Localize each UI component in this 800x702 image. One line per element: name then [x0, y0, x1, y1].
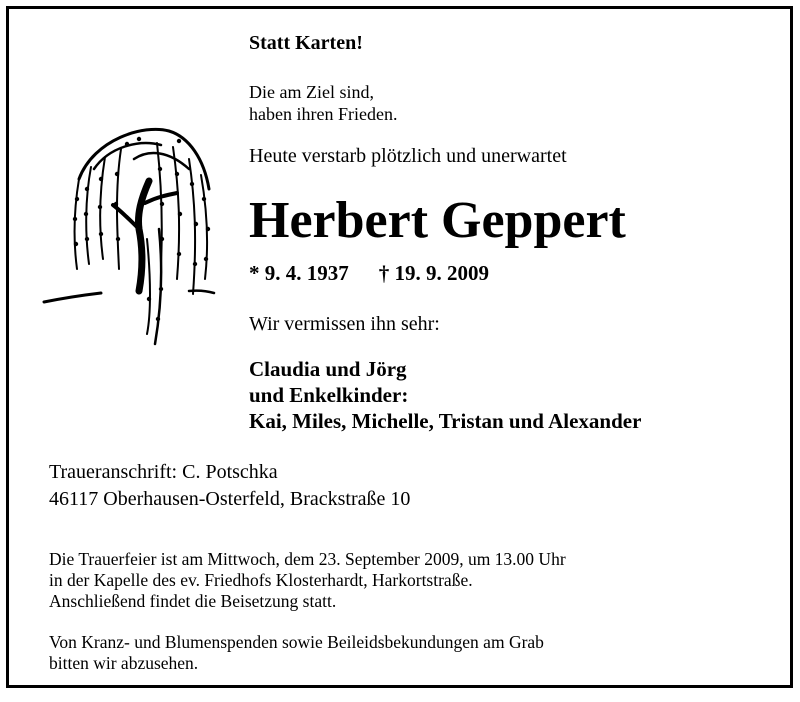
ceremony-line: Die Trauerfeier ist am Mittwoch, dem 23. September 2009, um 13.00 Uhr — [49, 549, 566, 569]
death-date: † 19. 9. 2009 — [378, 261, 489, 285]
birth-date: * 9. 4. 1937 — [249, 261, 349, 285]
request-line: bitten wir abzusehen. — [49, 653, 199, 673]
ceremony-line: in der Kapelle des ev. Friedhofs Klosterhardt, Harkortstraße. — [49, 570, 473, 590]
deceased-name: Herbert Geppert — [249, 192, 626, 249]
poem — [249, 81, 397, 125]
mourning-address — [49, 459, 410, 513]
obituary-frame — [6, 6, 793, 688]
address-line: 46117 Oberhausen-Osterfeld, Brackstraße 10 — [49, 488, 411, 510]
weeping-willow-icon — [39, 119, 224, 351]
request-line: Von Kranz- und Blumenspenden sowie Beileidsbekundungen am Grab — [49, 632, 544, 652]
header-statt-karten: Statt Karten! — [249, 32, 363, 54]
address-line: Traueranschrift: C. Potschka — [49, 461, 278, 483]
poem-line: haben ihren Frieden. — [249, 104, 398, 124]
intro-text: Heute verstarb plötzlich und unerwartet — [249, 145, 567, 167]
ceremony-info — [49, 549, 566, 612]
miss-text: Wir vermissen ihn sehr: — [249, 313, 440, 335]
mourners-line: Claudia und Jörg — [249, 357, 407, 381]
ceremony-line: Anschließend findet die Beisetzung statt. — [49, 591, 337, 611]
mourners-line: und Enkelkinder: — [249, 383, 409, 407]
mourners-line: Kai, Miles, Michelle, Tristan und Alexander — [249, 409, 642, 433]
mourners — [249, 356, 641, 434]
life-dates — [249, 261, 489, 286]
donation-request — [49, 632, 544, 674]
poem-line: Die am Ziel sind, — [249, 82, 374, 102]
